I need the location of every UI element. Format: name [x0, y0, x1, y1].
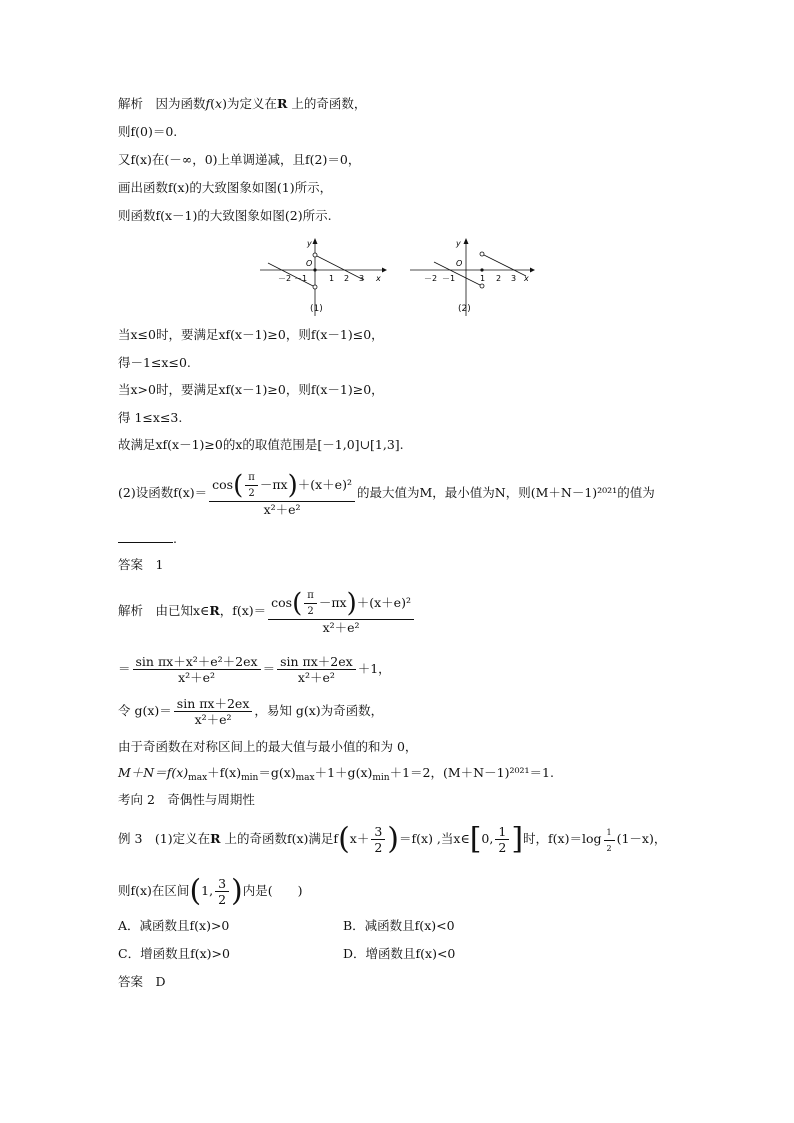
option-a[interactable]: A．减函数且f(x)>0: [118, 918, 230, 933]
text: 例 3 (1)定义在: [118, 831, 211, 846]
text: ，f(x)＝: [219, 603, 267, 618]
solution-line-4: 画出函数f(x)的大致图象如图(1)所示，: [118, 180, 333, 195]
pi-over-2: [245, 470, 258, 501]
text: M＋N＝f(x): [118, 765, 189, 780]
solution-2-line-4: 由于奇函数在对称区间上的最大值与最小值的和为 0，: [118, 739, 418, 754]
y-label: y: [456, 239, 461, 248]
paren: ): [346, 588, 357, 619]
solution-line-8: 当x>0时，要满足xf(x－1)≥0，则f(x－1)≥0，: [118, 382, 384, 397]
x-axis-arrow: [382, 268, 387, 273]
text: 时，f(x)＝log: [523, 831, 602, 846]
tick-label: 1: [329, 274, 335, 283]
open-point-lower: [480, 284, 484, 288]
numerator: 3: [215, 876, 229, 892]
text: 0,: [481, 831, 494, 846]
text: x: [215, 96, 223, 111]
text: 则f(x)在区间: [118, 883, 190, 898]
text: 的最大值为M，最小值为N，则(M＋N－1)²⁰²¹的值为: [356, 485, 655, 500]
solution-line-10: 故满足xf(x－1)≥0的x的取值范围是[－1,0]∪[1,3].: [118, 437, 404, 452]
graph-2-caption: (2): [458, 304, 471, 314]
denominator: x²＋e²: [297, 670, 335, 685]
paren: (: [292, 588, 303, 619]
numerator: sin πx＋x²＋e²＋2ex: [133, 654, 261, 670]
fraction: [268, 588, 414, 635]
solution-line-9: 得 1≤x≤3.: [118, 410, 183, 425]
solution-line-5: 则函数f(x－1)的大致图象如图(2)所示.: [118, 208, 332, 223]
text: －πx: [318, 595, 347, 610]
denominator: 2: [218, 892, 227, 907]
text: ＋(x＋e)²: [297, 477, 352, 492]
answer-2: 答案 1: [118, 557, 164, 572]
tick-label: 3: [511, 274, 517, 283]
numerator: 1: [604, 825, 615, 841]
text: R: [209, 603, 220, 618]
section-heading: 考向 2 奇偶性与周期性: [118, 792, 255, 807]
numerator: [268, 588, 414, 620]
question-2: [118, 470, 655, 517]
text: 令 g(x)＝: [118, 703, 172, 718]
text: x＋: [349, 831, 370, 846]
fraction: [277, 654, 356, 685]
fraction: [174, 696, 253, 727]
text: R: [277, 96, 288, 111]
text: cos: [212, 477, 234, 492]
denominator: 2: [307, 606, 314, 617]
y-axis-arrow: [313, 238, 318, 244]
text: ＋1＝2，(M＋N－1)²⁰²¹＝1.: [389, 765, 554, 780]
y-label: y: [307, 239, 312, 248]
fraction: [133, 654, 261, 685]
numerator: π: [304, 588, 317, 604]
text: 解析 由已知x∈: [118, 603, 210, 618]
subscript: max: [295, 773, 315, 783]
numerator: sin πx＋2ex: [277, 654, 356, 670]
open-point-upper: [480, 252, 484, 256]
numerator: [209, 470, 355, 502]
tick-label: 2: [344, 274, 350, 283]
open-point-lower: [313, 285, 317, 289]
example-3-line-2: [118, 874, 303, 909]
text: f: [205, 96, 211, 111]
denominator: 2: [248, 488, 255, 499]
fraction: [495, 824, 509, 855]
text: ＝g(x): [258, 765, 296, 780]
numerator: sin πx＋2ex: [174, 696, 253, 712]
tick-label: 3: [359, 274, 365, 283]
denominator: x²＋e²: [322, 620, 360, 635]
text: R: [210, 831, 221, 846]
tick-label: －1: [294, 274, 308, 283]
text: cos: [271, 595, 293, 610]
text: 1,: [201, 883, 214, 898]
subscript: max: [188, 773, 208, 783]
origin-label: O: [456, 259, 463, 268]
paren: ): [287, 470, 298, 501]
solution-line-2: 则f(0)＝0.: [118, 124, 178, 139]
text: ＝: [118, 661, 131, 676]
answer-blank[interactable]: [118, 530, 173, 543]
origin-point: [313, 268, 316, 271]
paren: (: [338, 821, 350, 857]
text: .: [173, 531, 177, 546]
paren: ): [231, 873, 243, 909]
solution-2-line-3: [118, 696, 383, 727]
graph-1: [258, 234, 388, 320]
text: ，易知 g(x)为奇函数，: [254, 703, 384, 718]
paren: (: [189, 873, 202, 909]
text: 上的奇函数f(x)满足f: [220, 831, 339, 846]
tick-label: －2: [278, 274, 292, 283]
denominator: x²＋e²: [263, 502, 301, 517]
numerator: 3: [371, 824, 385, 840]
text: ＝f(x) ,当x∈: [399, 831, 470, 846]
numerator: 1: [495, 824, 509, 840]
denominator: x²＋e²: [178, 670, 216, 685]
open-point-upper: [313, 253, 317, 257]
text: (: [210, 96, 216, 111]
tick-label: 2: [496, 274, 502, 283]
text: －πx: [259, 477, 288, 492]
solution-2-line-2: [118, 654, 391, 685]
solution-line-6: 当x≤0时，要满足xf(x－1)≥0，则f(x－1)≤0，: [118, 327, 384, 342]
graph-1-caption: (1): [310, 304, 323, 314]
solution-line-3: 又f(x)在(－∞，0)上单调递减，且f(2)＝0，: [118, 152, 361, 167]
text: ＋1，: [357, 661, 391, 676]
subscript: min: [241, 773, 259, 783]
fraction: [371, 824, 385, 855]
denominator: 2: [498, 840, 507, 855]
y-axis-arrow: [464, 238, 469, 244]
solution-2-line-1: [118, 588, 416, 635]
tick-label: －1: [442, 274, 456, 283]
subscript: min: [372, 773, 390, 783]
paren: ]: [511, 821, 524, 857]
solution-line-7: 得－1≤x≤0.: [118, 355, 191, 370]
question-2-blank-line: [118, 530, 177, 547]
text: ＋f(x): [207, 765, 242, 780]
x-label: x: [524, 274, 529, 283]
numerator: π: [245, 470, 258, 486]
x-axis-arrow: [530, 268, 535, 273]
solution-2-line-5: [118, 765, 554, 786]
denominator: 2: [374, 840, 383, 855]
solution-line-1: [118, 96, 366, 112]
answer-3: 答案 D: [118, 974, 166, 989]
denominator: 2: [606, 844, 612, 853]
log-base: [604, 825, 615, 856]
graph-right-segment: [315, 255, 364, 280]
text: )为定义在: [222, 96, 277, 111]
text: ＋(x＋e)²: [356, 595, 411, 610]
option-d[interactable]: D．增函数且f(x)<0: [343, 946, 456, 961]
option-b[interactable]: B．减函数且f(x)<0: [343, 918, 455, 933]
paren: [: [469, 821, 482, 857]
x-label: x: [376, 274, 381, 283]
text: 解析 因为函数: [118, 96, 206, 111]
text: 内是( ): [242, 883, 303, 898]
origin-label: O: [306, 259, 313, 268]
example-3-line-1: [118, 822, 666, 857]
fraction: [209, 470, 355, 517]
graph-right-segment: [482, 254, 526, 276]
paren: ): [387, 821, 400, 857]
text: ＝: [262, 661, 276, 676]
text: (2)设函数f(x)＝: [118, 485, 208, 500]
text: ＋1＋g(x): [314, 765, 373, 780]
fraction: [215, 876, 229, 907]
pi-over-2: [304, 588, 317, 619]
tick-label: －2: [424, 274, 438, 283]
graph-2: [408, 234, 536, 320]
tick-label: 1: [480, 274, 486, 283]
text: (1－x)，: [616, 831, 667, 846]
denominator: x²＋e²: [194, 712, 232, 727]
paren: (: [233, 470, 244, 501]
option-c[interactable]: C．增函数且f(x)>0: [118, 946, 230, 961]
filled-point: [480, 268, 483, 271]
text: 上的奇函数，: [287, 96, 367, 111]
